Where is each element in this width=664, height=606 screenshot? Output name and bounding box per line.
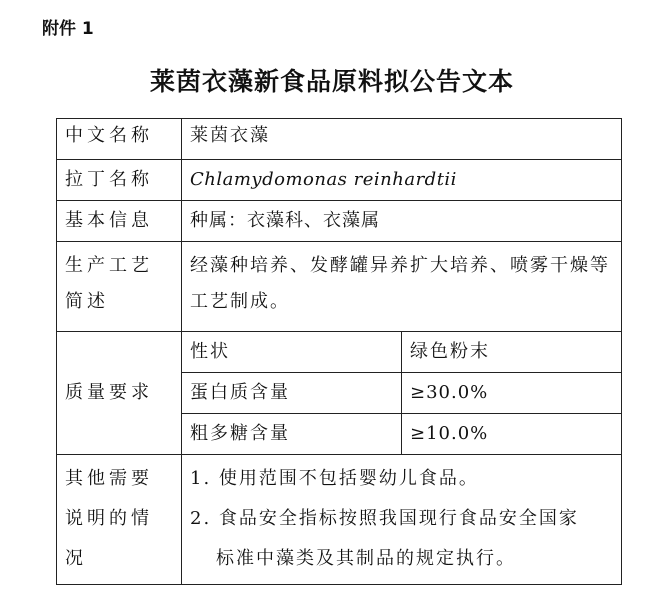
basic-info-label: 基本信息 xyxy=(57,201,182,242)
latin-name-value: Chlamydomonas reinhardtii xyxy=(182,160,622,201)
table-row-quality-1 xyxy=(57,332,622,373)
other-item-1: 1. 使用范围不包括婴幼儿食品。 xyxy=(190,468,479,489)
basic-info-value: 种属：衣藻科、衣藻属 xyxy=(182,201,622,242)
chinese-name-label: 中文名称 xyxy=(57,119,182,160)
quality-value-polysaccharide: ≥10.0% xyxy=(402,414,622,455)
other-label: 其他需要说明的情况 xyxy=(57,455,182,585)
other-item-2: 2. 食品安全指标按照我国现行食品安全国家 xyxy=(190,508,579,529)
quality-value-protein: ≥30.0% xyxy=(402,373,622,414)
annex-label: 附件 1 xyxy=(42,19,94,39)
process-value: 经藻种培养、发酵罐异养扩大培养、喷雾干燥等工艺制成。 xyxy=(182,242,622,332)
other-item-2-continued: 标准中藻类及其制品的规定执行。 xyxy=(216,548,516,569)
table-row-basic-info xyxy=(57,201,622,242)
announcement-table xyxy=(56,118,622,585)
table-row-latin-name xyxy=(57,160,622,201)
table-row-process xyxy=(57,242,622,332)
quality-label: 质量要求 xyxy=(57,332,182,455)
quality-item-appearance: 性状 xyxy=(182,332,402,373)
process-label: 生产工艺简述 xyxy=(57,242,182,332)
table-row-chinese-name xyxy=(57,119,622,160)
document-title: 莱茵衣藻新食品原料拟公告文本 xyxy=(149,67,514,96)
other-items xyxy=(182,455,622,585)
table-row-other xyxy=(57,455,622,585)
chinese-name-value: 莱茵衣藻 xyxy=(182,119,622,160)
quality-value-appearance: 绿色粉末 xyxy=(402,332,622,373)
latin-name-label: 拉丁名称 xyxy=(57,160,182,201)
quality-item-polysaccharide: 粗多糖含量 xyxy=(182,414,402,455)
quality-item-protein: 蛋白质含量 xyxy=(182,373,402,414)
